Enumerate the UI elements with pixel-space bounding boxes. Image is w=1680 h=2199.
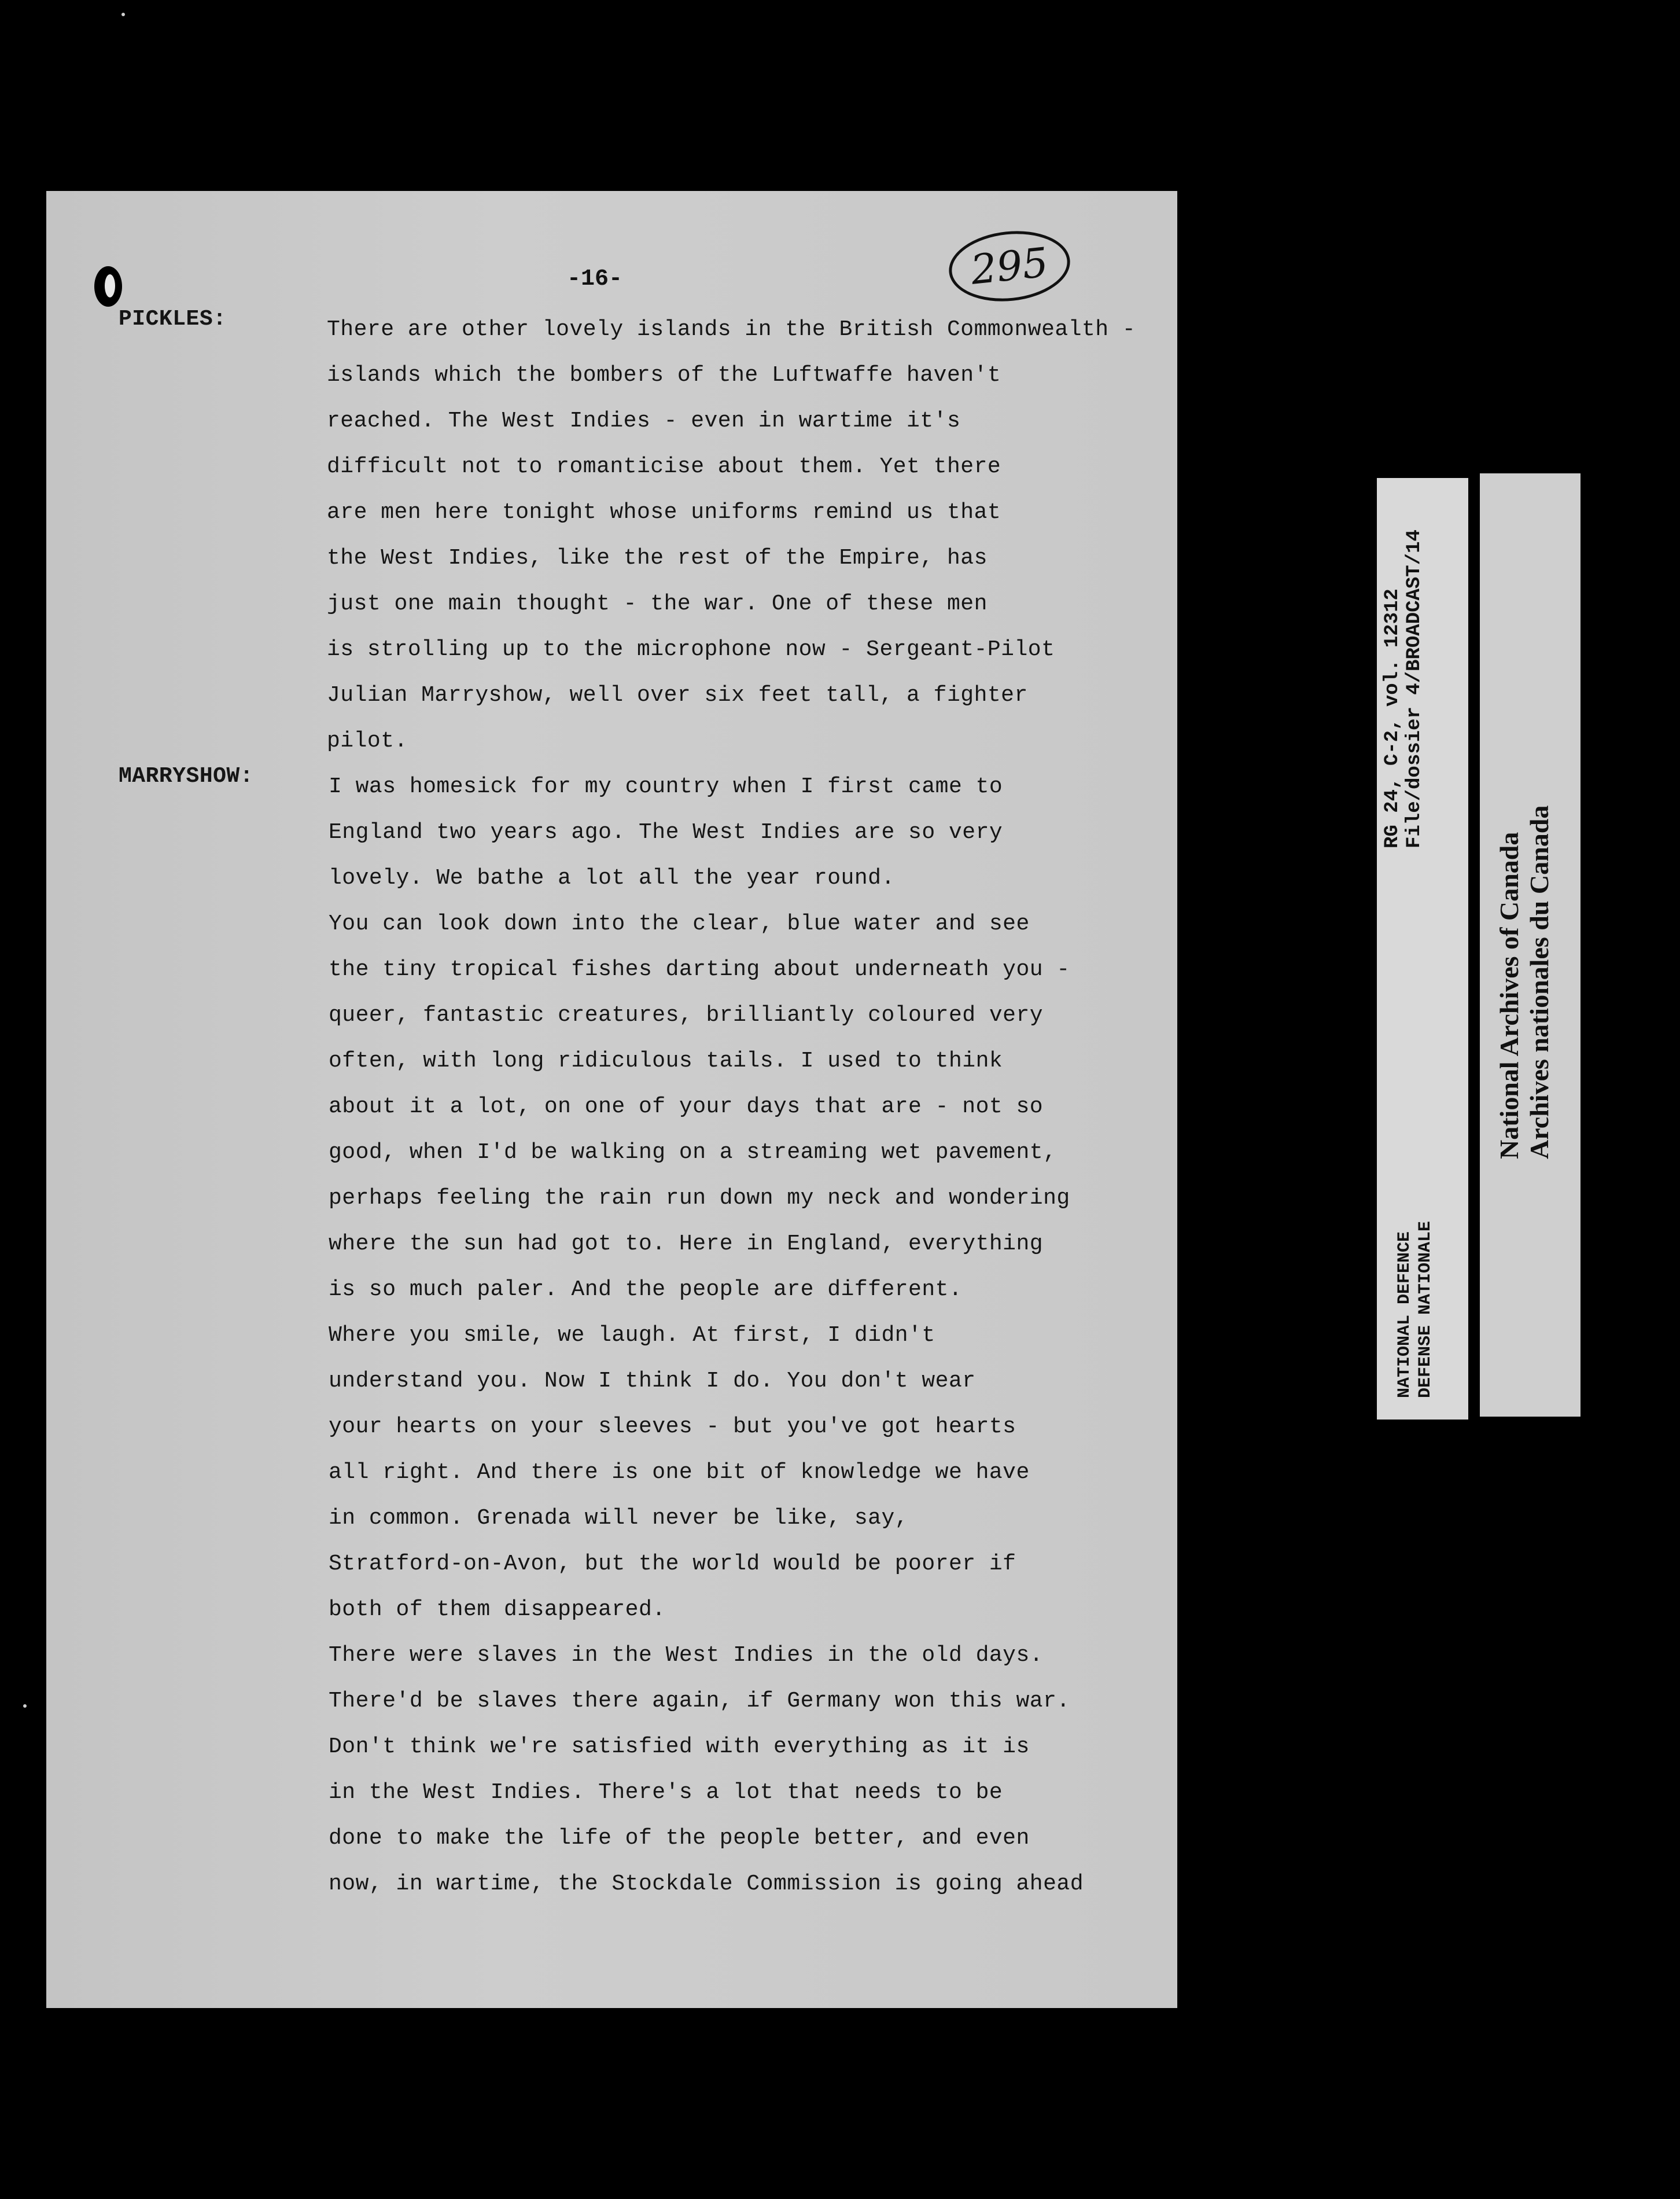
speech-line: good, when I'd be walking on a streaming wet pavement,: [329, 1140, 1057, 1165]
speech-line: Stratford-on-Avon, but the world would be poorer if: [329, 1551, 1016, 1576]
speech-line: reached. The West Indies - even in wartime it's: [327, 409, 961, 433]
speech-line: You can look down into the clear, blue water and see: [329, 911, 1030, 936]
page-number: -16-: [567, 266, 623, 292]
speech-line: lovely. We bathe a lot all the year round.: [329, 866, 895, 891]
archive-label: [1377, 473, 1580, 1420]
speech-line: Where you smile, we laugh. At first, I didn't: [329, 1323, 935, 1348]
speaker-name: PICKLES:: [119, 307, 227, 332]
archive-name-text: [1494, 806, 1554, 1159]
archive-name-line: Archives nationales du Canada: [1524, 805, 1554, 1159]
speech-line: England two years ago. The West Indies are so very: [329, 820, 1003, 845]
speech-line: now, in wartime, the Stockdale Commission is going ahead: [329, 1871, 1084, 1896]
speech-line: done to make the life of the people better, and even: [329, 1826, 1030, 1851]
speech-line: is strolling up to the microphone now - Sergeant-Pilot: [327, 637, 1055, 662]
speech-line: pilot.: [327, 729, 408, 753]
speech-line: perhaps feeling the rain run down my neck and wondering: [329, 1186, 1070, 1211]
speech-line: There are other lovely islands in the British Commonwealth -: [327, 317, 1136, 342]
speech-line: There'd be slaves there again, if Germany won this war.: [329, 1689, 1070, 1713]
speech-line: both of them disappeared.: [329, 1597, 666, 1622]
speech-line: Julian Marryshow, well over six feet tall, a fighter: [327, 683, 1028, 708]
reference-text: [1381, 529, 1425, 848]
archive-name-strip: [1480, 473, 1580, 1417]
speech-line: are men here tonight whose uniforms remind us that: [327, 500, 1001, 525]
speaker-name: MARRYSHOW:: [119, 764, 254, 789]
dust-speck: [23, 1704, 27, 1708]
dust-speck: [121, 13, 125, 16]
speech-line: often, with long ridiculous tails. I used to think: [329, 1049, 1003, 1073]
script-page: [46, 191, 1177, 2008]
speech-line: islands which the bombers of the Luftwaffe haven't: [327, 363, 1001, 388]
speech-line: There were slaves in the West Indies in the old days.: [329, 1643, 1044, 1668]
speech-line: Don't think we're satisfied with everything as it is: [329, 1734, 1030, 1759]
speech-line: just one main thought - the war. One of these men: [327, 591, 988, 616]
reference-line: File/dossier 4/BROADCAST/14: [1403, 529, 1425, 848]
department-line: NATIONAL DEFENCE: [1395, 1231, 1414, 1398]
folio-number-stamp: 295: [945, 225, 1073, 307]
speech-line: all right. And there is one bit of knowledge we have: [329, 1460, 1030, 1485]
speech-line: understand you. Now I think I do. You don't wear: [329, 1369, 976, 1393]
speech-lines: [329, 764, 1185, 1907]
speech-line: in common. Grenada will never be like, say,: [329, 1506, 909, 1531]
speech-line: in the West Indies. There's a lot that needs to be: [329, 1780, 1003, 1805]
speech-line: the West Indies, like the rest of the Empire, has: [327, 546, 988, 571]
archive-name-line: National Archives of Canada: [1494, 832, 1524, 1159]
department-line: DEFENSE NATIONALE: [1416, 1220, 1435, 1398]
speech-lines: [327, 307, 1183, 764]
speech-line: queer, fantastic creatures, brilliantly coloured very: [329, 1003, 1044, 1028]
speech-line: the tiny tropical fishes darting about underneath you -: [329, 957, 1070, 982]
speech-line: your hearts on your sleeves - but you've got hearts: [329, 1414, 1016, 1439]
speech-line: about it a lot, on one of your days that are - not so: [329, 1094, 1044, 1119]
reference-line: RG 24, C-2, vol. 12312: [1381, 589, 1403, 848]
speech-line: difficult not to romanticise about them. Yet there: [327, 454, 1001, 479]
speech-line: I was homesick for my country when I first came to: [329, 774, 1003, 799]
archive-reference-strip: [1377, 478, 1468, 1420]
speech-line: where the sun had got to. Here in England, everything: [329, 1231, 1044, 1256]
speech-line: is so much paler. And the people are different.: [329, 1277, 963, 1302]
punch-hole: [94, 266, 122, 307]
department-text: [1394, 1221, 1436, 1398]
